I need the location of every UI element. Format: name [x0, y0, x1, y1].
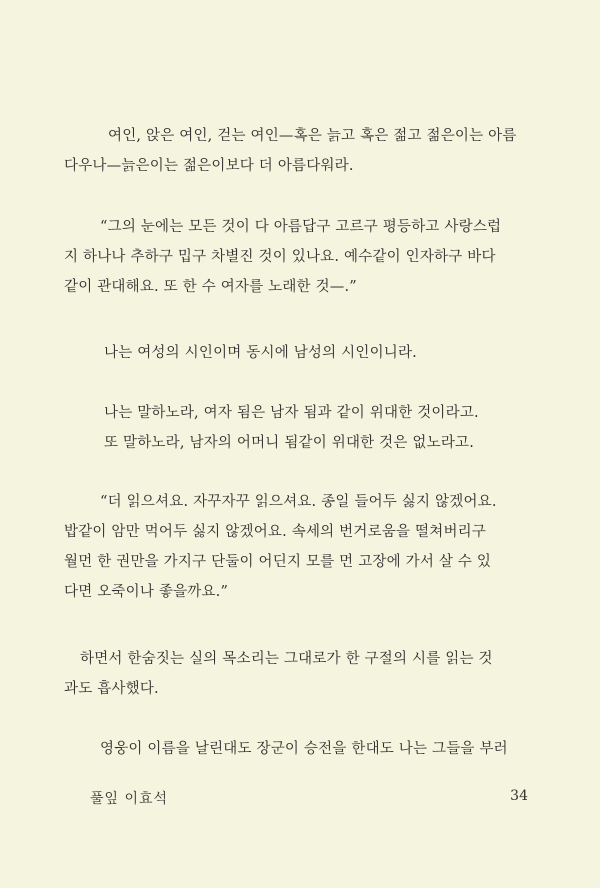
text-line: 영웅이 이름을 날린대도 장군이 승전을 한대도 나는 그들을 부러: [100, 741, 508, 757]
paragraph: [64, 212, 530, 302]
text-line: 나는 말하노라, 여자 됨은 남자 됨과 같이 위대한 것이라고.: [104, 405, 479, 421]
text-line: 같이 관대해요. 또 한 수 여자를 노래한 것—.”: [64, 279, 357, 295]
paragraph: [64, 644, 530, 704]
text-line: 다면 오죽이나 좋을까요.”: [64, 584, 229, 600]
text-line: 월먼 한 권만을 가지구 단둘이 어딘지 모를 먼 고장에 가서 살 수 있: [64, 554, 492, 570]
text-line: 나는 여성의 시인이며 동시에 남성의 시인이니라.: [104, 345, 417, 361]
text-line: “더 읽으셔요. 자꾸자꾸 읽으셔요. 종일 들어두 싫지 않겠어요.: [100, 494, 497, 510]
text-line: 또 말하노라, 남자의 어머니 됨같이 위대한 것은 없노라고.: [104, 435, 475, 451]
text-line: 여인, 앉은 여인, 걷는 여인—혹은 늙고 혹은 젊고 젊은이는 아름: [108, 128, 517, 144]
text-line: 과도 흡사했다.: [64, 681, 159, 697]
text-line: 다우나—늙은이는 젊은이보다 더 아름다워라.: [64, 158, 354, 174]
page-number: 34: [510, 788, 528, 804]
text-line: 밥같이 암만 먹어두 싫지 않겠어요. 속세의 번거로움을 떨쳐버리구: [64, 524, 487, 540]
text-line: “그의 눈에는 모든 것이 다 아름답구 고르구 평등하고 사랑스럽: [100, 219, 502, 235]
text-line: 하면서 한숨짓는 실의 목소리는 그대로가 한 구절의 시를 읽는 것: [80, 651, 493, 667]
paragraph: [90, 734, 530, 764]
paragraph: [90, 338, 530, 368]
paragraph: [64, 121, 530, 181]
paragraph: [90, 398, 530, 458]
text-line: 지 하나나 추하구 밉구 차별진 것이 있나요. 예수같이 인자하구 바다: [64, 249, 496, 265]
running-footer-title: 풀잎 이효석: [90, 791, 169, 807]
paragraph: [64, 487, 530, 607]
